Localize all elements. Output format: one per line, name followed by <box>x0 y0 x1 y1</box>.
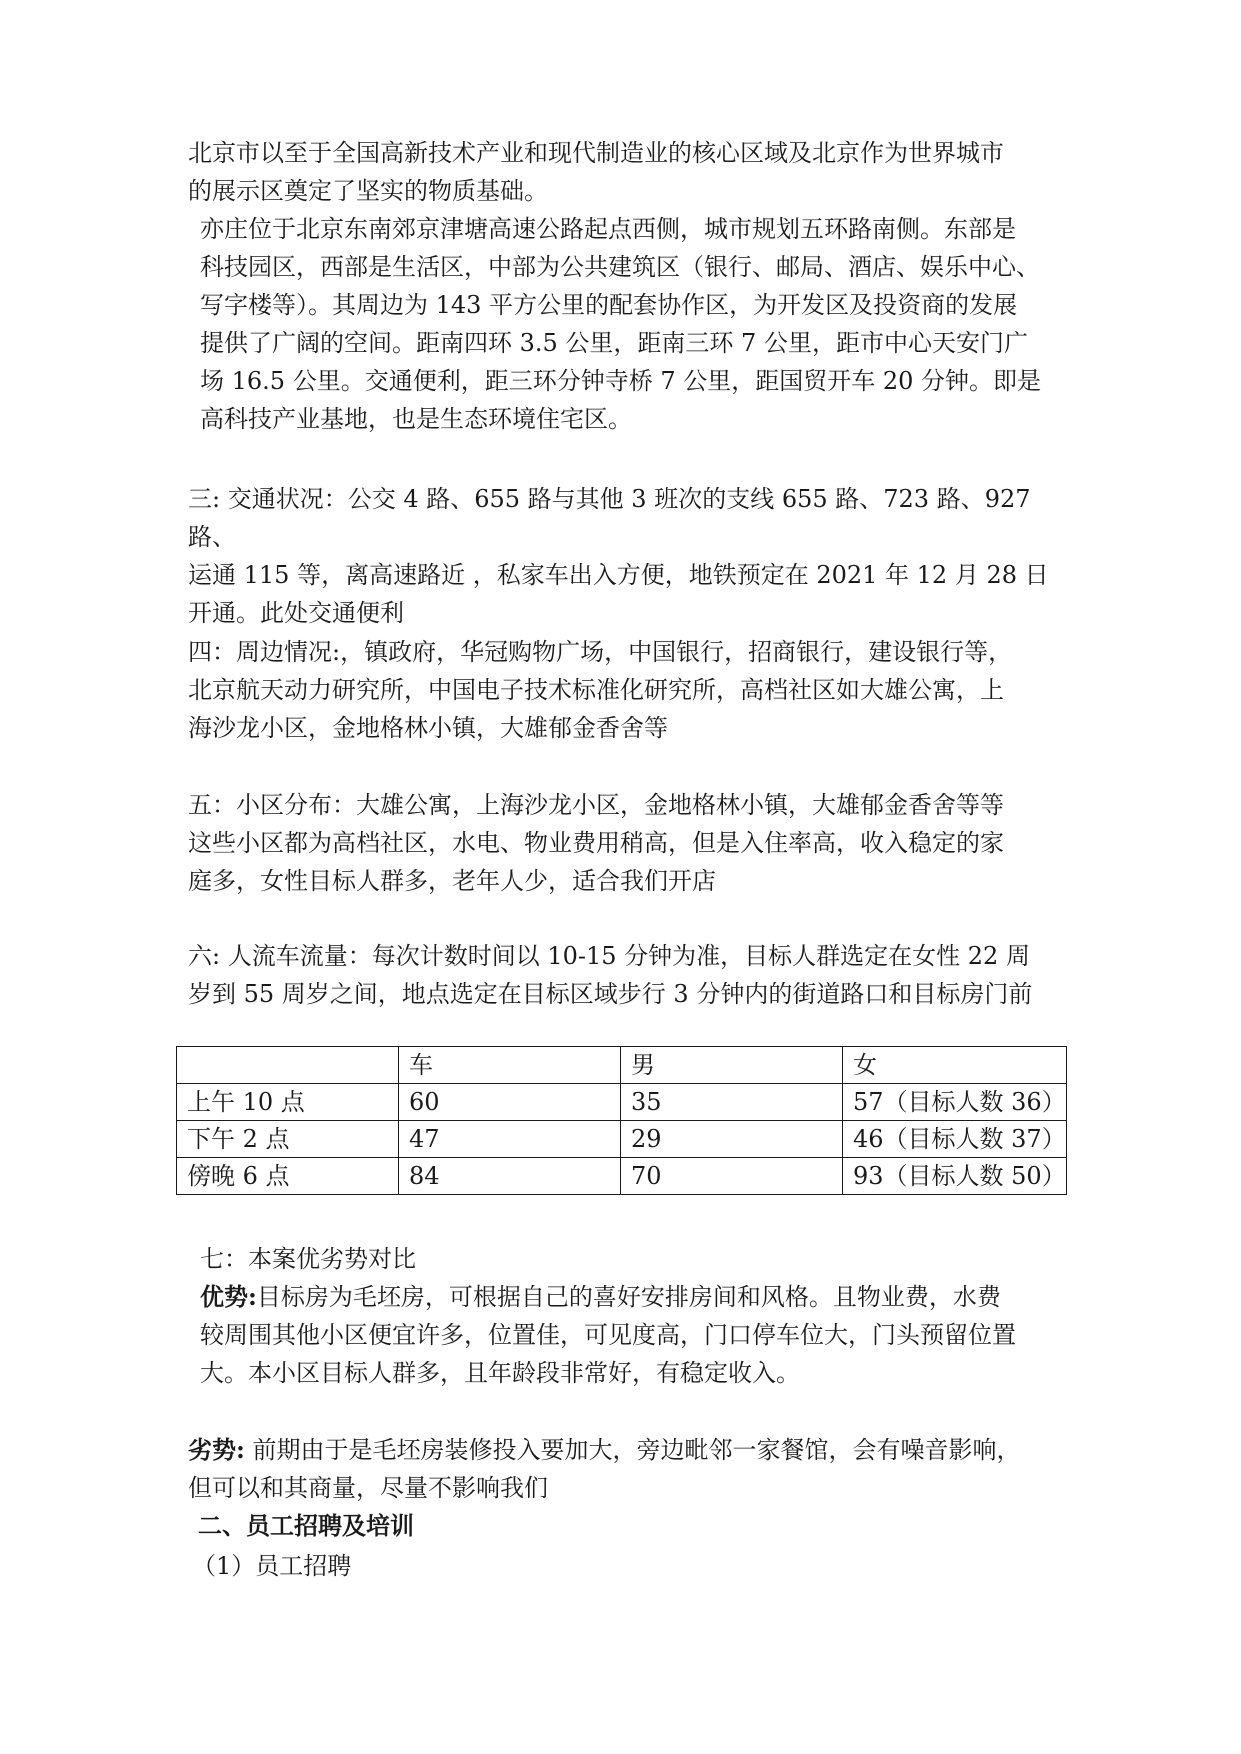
text-line: 庭多，女性目标人群多，老年人少，适合我们开店 <box>188 867 716 895</box>
table-cell: 46（目标人数 37） <box>843 1121 1067 1158</box>
table-cell: 57（目标人数 36） <box>843 1084 1067 1121</box>
disadvantage-line <box>188 1431 1068 1469</box>
text-line: 高科技产业基地，也是生态环境住宅区。 <box>200 405 632 433</box>
advantage-label: 优势: <box>200 1282 257 1311</box>
intro-paragraph <box>188 134 1068 210</box>
table-header-row <box>177 1047 1067 1084</box>
table-row <box>177 1084 1067 1121</box>
location-paragraph <box>200 210 1068 438</box>
table-cell: 下午 2 点 <box>177 1121 399 1158</box>
table-cell: 47 <box>399 1121 621 1158</box>
table-row <box>177 1158 1067 1195</box>
text-line: 写字楼等）。其周边为 143 平方公里的配套协作区，为开发区及投资商的发展 <box>200 291 1018 319</box>
disadvantage-label: 劣势: <box>188 1435 245 1464</box>
table-cell: 35 <box>621 1084 843 1121</box>
text-line: 这些小区都为高档社区，水电、物业费用稍高，但是入住率高，收入稳定的家 <box>188 829 1004 857</box>
table-row <box>177 1121 1067 1158</box>
text-line: 北京航天动力研究所，中国电子技术标准化研究所，高档社区如大雄公寓，上 <box>188 676 1004 704</box>
text-line: 三: 交通状况：公交 4 路、655 路与其他 3 班次的支线 655 路、723 路、927 路、 <box>188 485 1031 551</box>
text-line: 科技园区，西部是生活区，中部为公共建筑区（银行、邮局、酒店、娱乐中心、 <box>200 253 1040 281</box>
text-line: 提供了广阔的空间。距南四环 3.5 公里，距南三环 7 公里，距市中心天安门广 <box>200 329 1028 357</box>
text-line: 运通 115 等，离高速路近 ，私家车出入方便，地铁预定在 2021 年 12 月 28 日 <box>188 561 1049 589</box>
table-header-cell: 男 <box>621 1047 843 1084</box>
text-line: 前期由于是毛坯房装修投入要加大，旁边毗邻一家餐馆，会有噪音影响， <box>244 1436 1021 1464</box>
text-line: 北京市以至于全国高新技术产业和现代制造业的核心区域及北京作为世界城市 <box>188 139 1004 167</box>
table-header-cell <box>177 1047 399 1084</box>
table-header-cell: 车 <box>399 1047 621 1084</box>
text-line: 场 16.5 公里。交通便利，距三环分钟寺桥 7 公里，距国贸开车 20 分钟。即是 <box>200 367 1042 395</box>
table-cell: 84 <box>399 1158 621 1195</box>
text-line: 四：周边情况:，镇政府，华冠购物广场，中国银行，招商银行，建设银行等， <box>188 638 1013 666</box>
text-line: 六: 人流车流量：每次计数时间以 10-15 分钟为准，目标人群选定在女性 22 周 <box>188 942 1030 970</box>
text-line: 海沙龙小区，金地格林小镇，大雄郁金香舍等 <box>188 714 668 742</box>
section-heading: 二、员工招聘及培训 <box>198 1511 414 1540</box>
text-line: 较周围其他小区便宜许多，位置佳，可见度高，门口停车位大，门头预留位置 <box>200 1321 1016 1349</box>
text-line: 亦庄位于北京东南郊京津塘高速公路起点西侧，城市规划五环路南侧。东部是 <box>200 215 1016 243</box>
table-cell: 93（目标人数 50） <box>843 1158 1067 1195</box>
communities-paragraph <box>188 786 1068 900</box>
disadvantage-paragraph <box>188 1431 1068 1507</box>
table-cell: 上午 10 点 <box>177 1084 399 1121</box>
flow-paragraph <box>188 937 1068 1013</box>
text-line: 目标房为毛坯房，可根据自己的喜好安排房间和风格。且物业费，水费 <box>256 1283 1001 1311</box>
comparison-heading: 七：本案优劣势对比 <box>200 1245 416 1273</box>
comparison-section <box>200 1240 1068 1392</box>
traffic-count-table <box>176 1046 1067 1195</box>
text-line: 但可以和其商量，尽量不影响我们 <box>188 1474 548 1502</box>
table-cell: 60 <box>399 1084 621 1121</box>
text-line: 五：小区分布：大雄公寓，上海沙龙小区，金地格林小镇，大雄郁金香舍等等 <box>188 791 1004 819</box>
text-line: 岁到 55 周岁之间，地点选定在目标区域步行 3 分钟内的街道路口和目标房门前 <box>188 980 1033 1008</box>
surroundings-paragraph <box>188 633 1068 747</box>
subsection-heading: （1）员工招聘 <box>192 1552 352 1580</box>
traffic-paragraph <box>188 480 1068 632</box>
table-cell: 70 <box>621 1158 843 1195</box>
text-line: 大。本小区目标人群多，且年龄段非常好，有稳定收入。 <box>200 1359 800 1387</box>
advantage-line <box>200 1278 1068 1316</box>
table-header-cell: 女 <box>843 1047 1067 1084</box>
table-cell: 傍晚 6 点 <box>177 1158 399 1195</box>
text-line: 开通。此处交通便利 <box>188 599 404 627</box>
text-line: 的展示区奠定了坚实的物质基础。 <box>188 177 548 205</box>
table-cell: 29 <box>621 1121 843 1158</box>
